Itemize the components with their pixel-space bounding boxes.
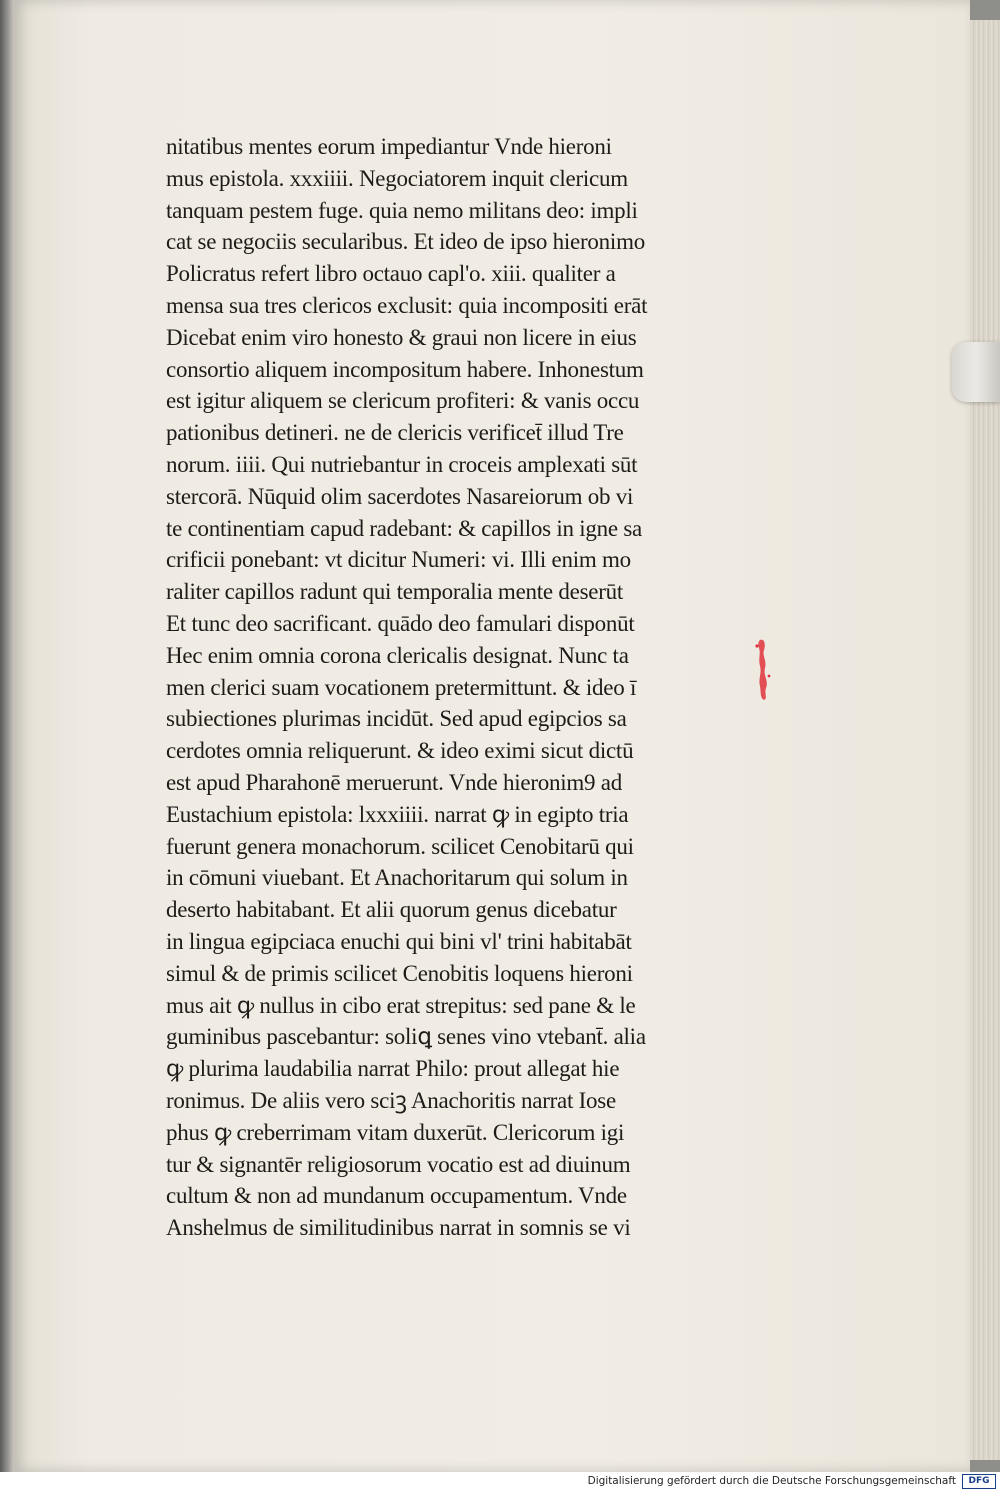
text-line: guminibus pascebantur: soliꝗ senes vino vtebant̄. alia [166, 1024, 646, 1050]
text-line: nitatibus mentes eorum impediantur Vnde hieroni [166, 134, 612, 159]
page-edges [970, 20, 1000, 1460]
text-line: phus ꝙ creberrimam vitam duxerūt. Clericorum igi [166, 1119, 625, 1145]
text-line: men clerici suam vocationem pretermittunt. & ideo ī [166, 674, 637, 700]
text-line: est igitur aliquem se clericum profiteri: & vanis occu [166, 388, 640, 414]
text-line: Hec enim omnia corona clericalis designat. Nunc ta [166, 642, 629, 668]
text-line: mus epistola. xxxiiii. Negociatorem inquit clericum [166, 165, 628, 191]
footer-bar [0, 1472, 1000, 1492]
text-line: est apud Pharahonē meruerunt. Vnde hieronim9 ad [166, 769, 622, 795]
text-line: crificii ponebant: vt dicitur Numeri: vi. Illi enim mo [166, 547, 631, 573]
text-line: Anshelmus de similitudinibus narrat in somnis se vi [166, 1215, 631, 1241]
text-line: pationibus detineri. ne de clericis verificet̄ illud Tre [166, 420, 624, 446]
text-line: subiectiones plurimas incidūt. Sed apud egipcios sa [166, 706, 627, 732]
text-line: cultum & non ad mundanum occupamentum. Vnde [166, 1183, 627, 1209]
text-line: deserto habitabant. Et alii quorum genus dicebatur [166, 897, 617, 923]
dfg-logo: DFG [962, 1474, 996, 1489]
text-line: ꝙ plurima laudabilia narrat Philo: prout allegat hie [166, 1056, 620, 1082]
text-line: in lingua egipciaca enuchi qui bini vl' trini habitabāt [166, 928, 632, 954]
text-line: cat se negociis secularibus. Et ideo de ipso hieronimo [166, 229, 645, 255]
text-line: raliter capillos radunt qui temporalia mente deserūt [166, 579, 624, 605]
text-line: mus ait ꝙ nullus in cibo erat strepitus: sed pane & le [166, 992, 636, 1018]
binding-shadow [0, 0, 14, 1472]
text-line: cerdotes omnia reliquerunt. & ideo eximi sicut dictū [166, 738, 634, 764]
funding-credit: Digitalisierung gefördert durch die Deutsche Forschungsgemeinschaft [587, 1475, 956, 1487]
text-line: norum. iiii. Qui nutriebantur in croceis amplexati sūt [166, 451, 638, 477]
text-line: simul & de primis scilicet Cenobitis loquens hieroni [166, 960, 633, 986]
text-line: Dicebat enim viro honesto & graui non licere in eius [166, 324, 637, 350]
text-line: fuerunt genera monachorum. scilicet Cenobitarū qui [166, 833, 634, 859]
text-line: Et tunc deo sacrificant. quādo deo famulari disponūt [166, 610, 635, 636]
page-clip [952, 342, 1000, 402]
text-line: in cōmuni viuebant. Et Anachoritarum qui solum in [166, 865, 628, 891]
text-block [166, 131, 740, 1244]
text-line: ronimus. De aliis vero sciꝫ Anachoritis narrat Iose [166, 1087, 616, 1113]
text-line: Policratus refert libro octauo capl'o. xiii. qualiter a [166, 261, 616, 287]
red-ink-mark [752, 636, 774, 702]
text-line: mensa sua tres clericos exclusit: quia incompositi erāt [166, 292, 648, 318]
text-line: te continentiam capud radebant: & capillos in igne sa [166, 515, 642, 541]
text-line: consortio aliquem incompositum habere. Inhonestum [166, 356, 644, 382]
text-line: stercorā. Nūquid olim sacerdotes Nasareiorum ob vi [166, 483, 634, 509]
text-line: tur & signantēr religiosorum vocatio est ad diuinum [166, 1151, 631, 1177]
text-line: Eustachium epistola: lxxxiiii. narrat ꝙ in egipto tria [166, 801, 629, 827]
text-line: tanquam pestem fuge. quia nemo militans deo: impli [166, 197, 638, 223]
